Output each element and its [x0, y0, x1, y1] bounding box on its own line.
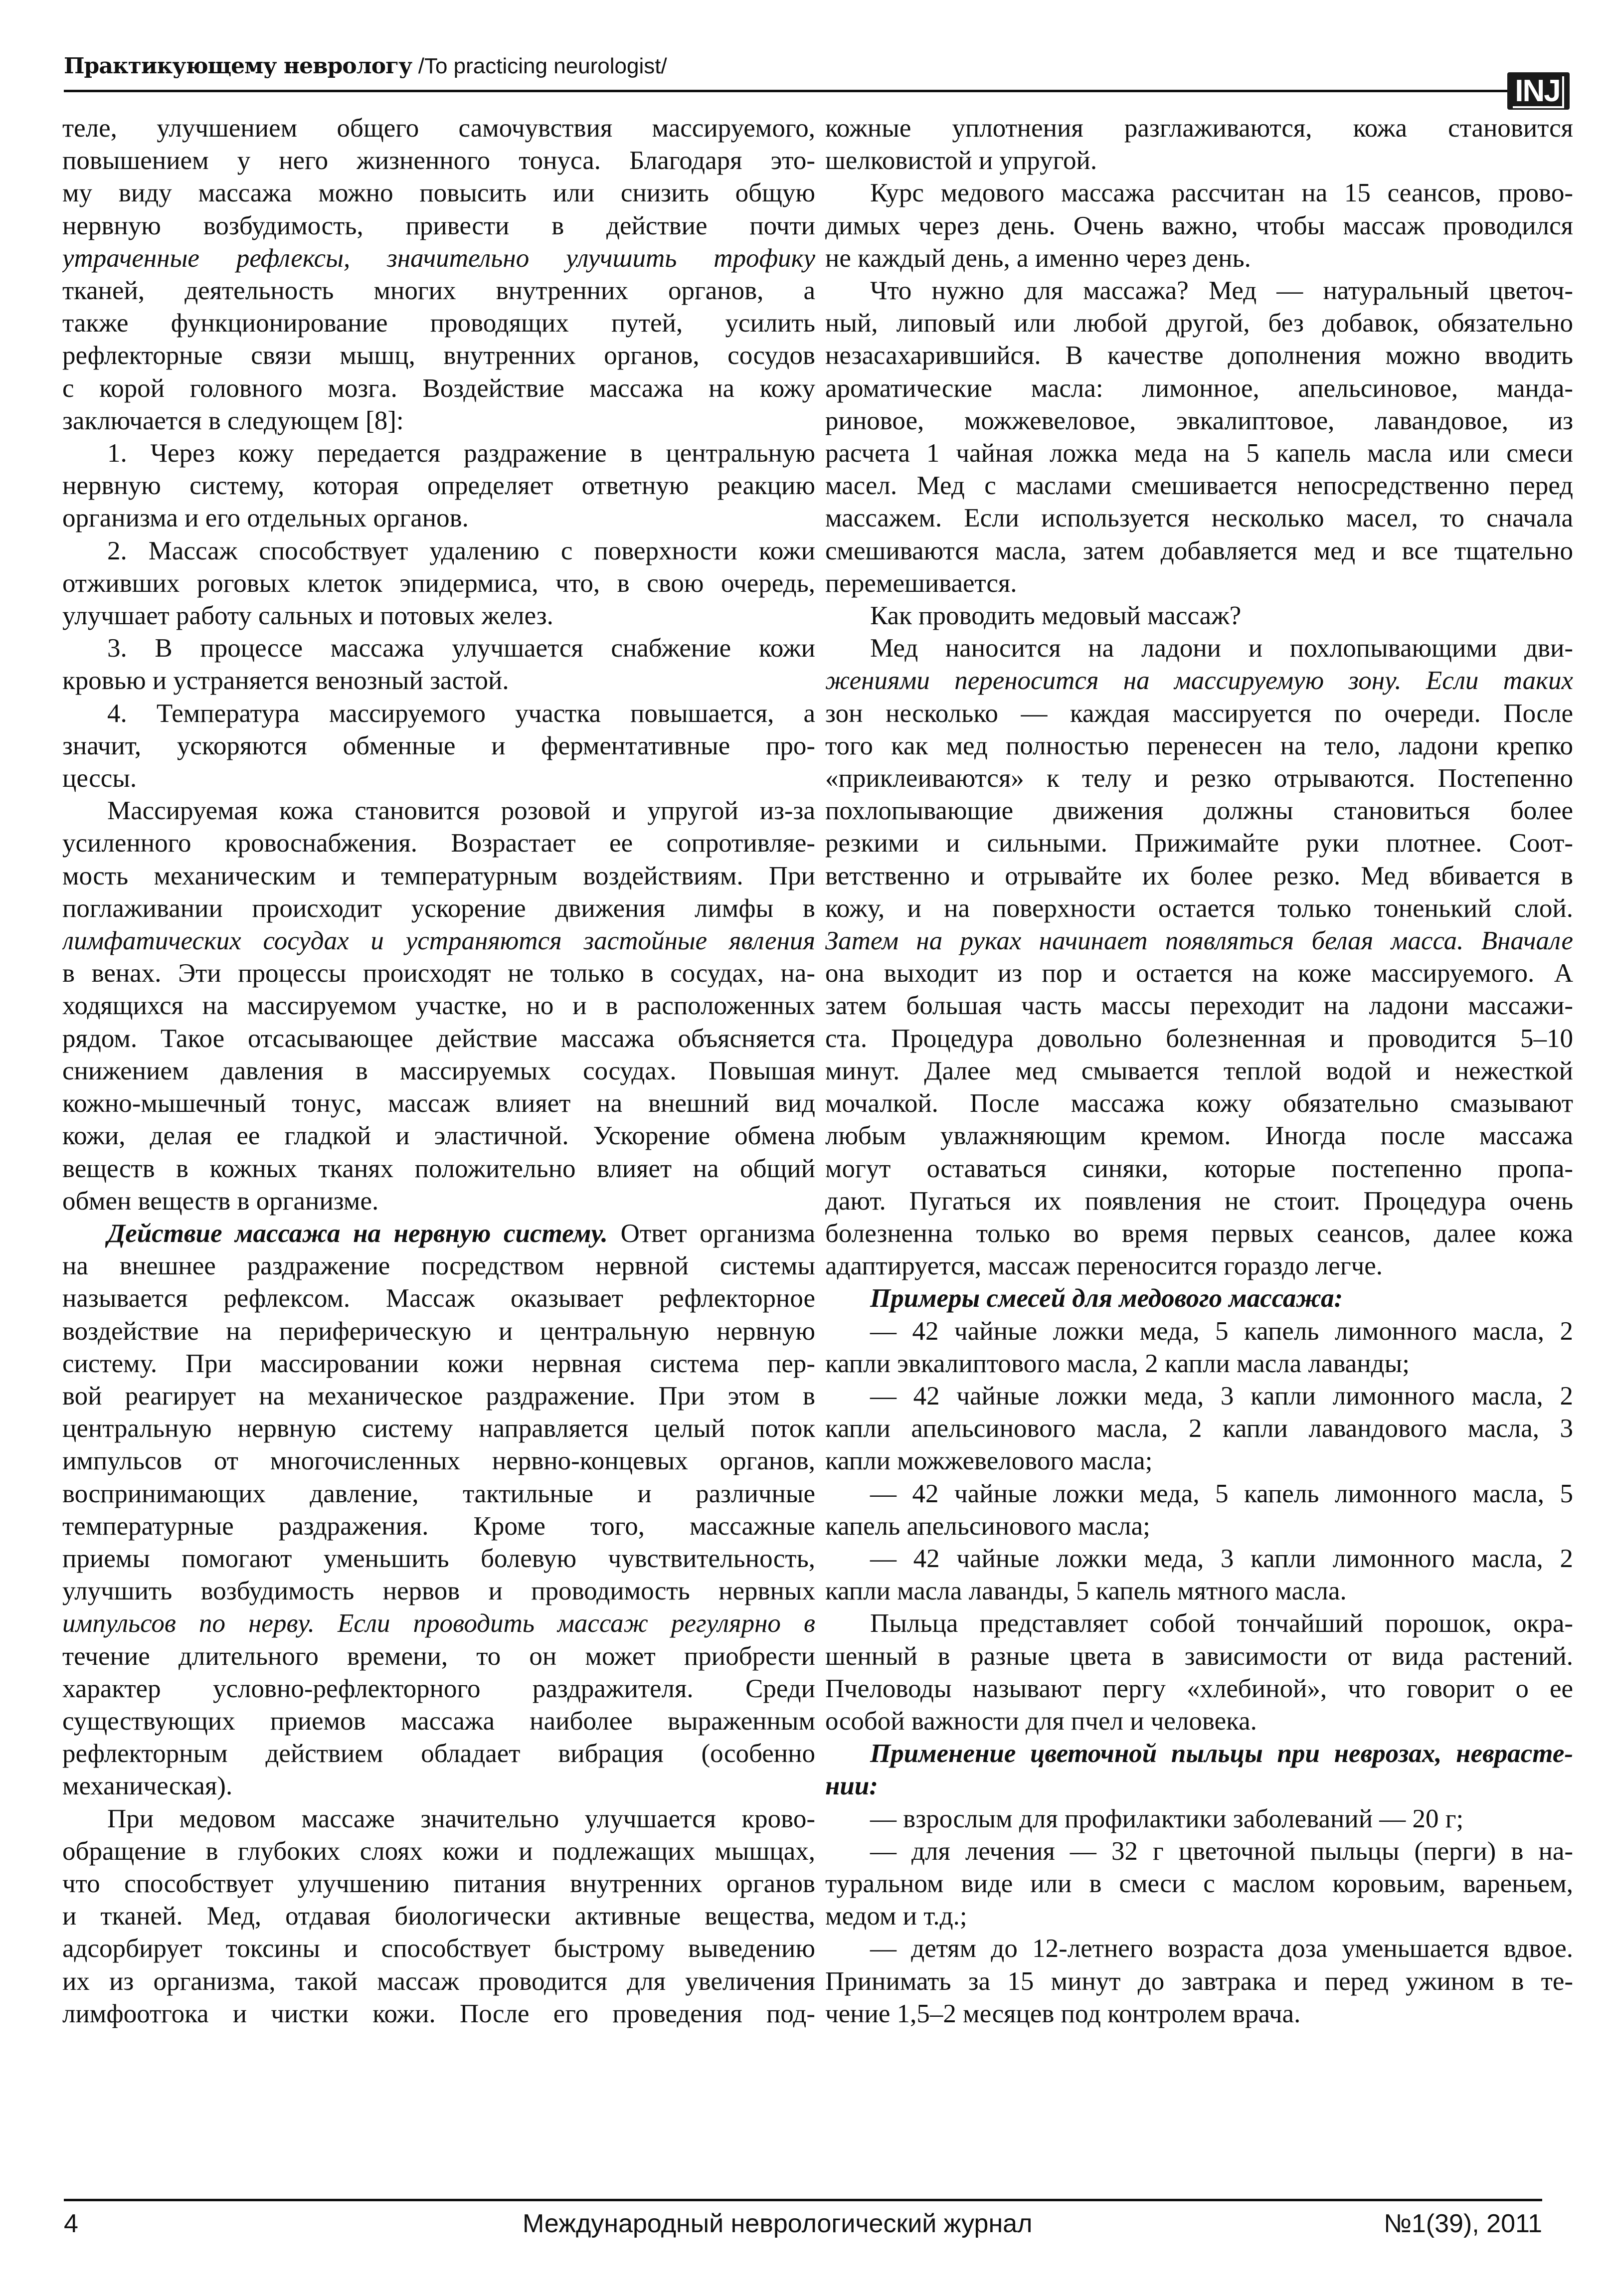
text-line: нервную систему, которая определяет ответную реакцию — [62, 471, 815, 501]
text-line: того как мед полностью перенесен на тело, ладони крепко — [825, 731, 1573, 760]
text-line: капли эвкалиптового масла, 2 капли масла лаванды; — [825, 1349, 1410, 1378]
text-line: ный, липовый или любой другой, без добавок, обязательно — [825, 309, 1573, 338]
text-line: импульсов по нерву. Если проводить массаж регулярно в — [62, 1609, 815, 1638]
text-line: лимфоотгока и чистки кожи. После его проведения под- — [62, 1999, 815, 2028]
text-line: димых через день. Очень важно, чтобы массаж проводился — [825, 211, 1573, 240]
text-line: заключается в следующем [8]: — [62, 406, 404, 435]
text-line: Что нужно для массажа? Мед — натуральный цветоч- — [870, 276, 1573, 306]
list-item: — для лечения — 32 г цветочной пыльцы (перги) в на- — [870, 1836, 1573, 1866]
list-item: 4. Температура массируемого участка повышается, а — [107, 699, 815, 728]
section-heading-pollen-use: Применение цветочной пыльцы при неврозах, неврасте- — [870, 1739, 1573, 1768]
text-line: Массируемая кожа становится розовой и упругой из-за — [107, 796, 815, 826]
text-line: расчета 1 чайная ложка меда на 5 капель масла или смеси — [825, 439, 1573, 468]
text-line: обращение в глубоких слоях кожи и подлежащих мышцах, — [62, 1836, 815, 1866]
text-line: жениями переносится на массируемую зону. Если таких — [825, 666, 1573, 696]
right-column — [825, 112, 1573, 2030]
text-line: рефлекторные связи мышц, внутренних органов, сосудов — [62, 341, 815, 370]
text-line: адсорбирует токсины и способствует быстрому выведению — [62, 1934, 815, 1963]
text-line: кожные уплотнения разглаживаются, кожа становится — [825, 114, 1573, 143]
text-line: организма и его отдельных органов. — [62, 504, 469, 533]
running-footer — [64, 2209, 1542, 2249]
text-line: капель апельсинового масла; — [825, 1511, 1150, 1541]
list-item: — 42 чайные ложки меда, 5 капель лимонного масла, 5 — [870, 1479, 1573, 1508]
list-item: — взрослым для профилактики заболеваний — 20 г; — [870, 1804, 1464, 1833]
text-line: капли апельсинового масла, 2 капли лавандового масла, 3 — [825, 1414, 1573, 1443]
text-line: При медовом массаже значительно улучшается крово- — [107, 1804, 815, 1833]
section-title — [64, 50, 667, 79]
text-line: ароматические масла: лимонное, апельсиновое, манда- — [825, 373, 1573, 403]
text-line: воспринимающих давление, тактильные и различные — [62, 1479, 815, 1508]
list-item: 2. Массаж способствует удалению с поверхности кожи — [107, 536, 815, 565]
journal-logo — [1507, 72, 1570, 110]
text-line: теле, улучшением общего самочувствия массируемого, — [62, 114, 815, 143]
text-line: Мед наносится на ладони и похлопывающими дви- — [870, 634, 1573, 663]
list-item: — 42 чайные ложки меда, 5 капель лимонного масла, 2 — [870, 1316, 1573, 1346]
text-line: утраченные рефлексы, значительно улучшить трофику — [62, 243, 815, 273]
journal-title: Международный неврологический журнал — [523, 2209, 1033, 2238]
issue-number: №1(39), 2011 — [1384, 2209, 1542, 2238]
text-line: риновое, можжевеловое, эвкалиптовое, лавандовое, из — [825, 406, 1573, 435]
text-line: характер условно-рефлекторного раздражителя. Среди — [62, 1674, 815, 1703]
text-line: Пыльца представляет собой тончайший порошок, окра- — [870, 1609, 1573, 1638]
text-line: незасахарившийся. В качестве дополнения можно вводить — [825, 341, 1573, 370]
text-line: массажем. Если используется несколько масел, то сначала — [825, 504, 1573, 533]
left-column — [62, 112, 815, 2030]
text-line: шелковистой и упругой. — [825, 146, 1097, 176]
text-line: значит, ускоряются обменные и ферментативные про- — [62, 731, 815, 760]
text-line: любым увлажняющим кремом. Иногда после массажа — [825, 1121, 1573, 1151]
text-line: снижением давления в массируемых сосудах. Повышая — [62, 1056, 815, 1085]
text-line: Затем на руках начинает появляться белая масса. Вначале — [825, 926, 1573, 956]
text-line — [62, 1218, 815, 1250]
text-line: отживших роговых клеток эпидермиса, что, в свою очередь, — [62, 568, 815, 598]
page-number: 4 — [64, 2209, 78, 2238]
text-line: перемешивается. — [825, 568, 1017, 598]
text-line: воздействие на периферическую и центральную нервную — [62, 1316, 815, 1346]
text-line: усиленного кровоснабжения. Возрастает ее сопротивляе- — [62, 829, 815, 858]
text-line: резкими и сильными. Прижимайте руки плотнее. Соот- — [825, 829, 1573, 858]
text-line: цессы. — [62, 764, 137, 793]
text-line: называется рефлексом. Массаж оказывает рефлекторное — [62, 1284, 815, 1313]
text-line: и тканей. Мед, отдавая биологически активные вещества, — [62, 1902, 815, 1931]
text-line: могут оставаться синяки, которые постепенно пропа- — [825, 1154, 1573, 1183]
text-line: систему. При массировании кожи нервная система пер- — [62, 1349, 815, 1378]
text-line: Пчеловоды называют пергу «хлебиной», что говорит о ее — [825, 1674, 1573, 1703]
text-line: улучшает работу сальных и потовых желез. — [62, 601, 553, 631]
text-line: шенный в разные цвета в зависимости от вида растений. — [825, 1641, 1573, 1671]
text-line: смешиваются масла, затем добавляется мед и все тщательно — [825, 536, 1573, 565]
text-line: чение 1,5–2 месяцев под контролем врача. — [825, 1999, 1301, 2028]
text-line: импульсов от многочисленных нервно-концевых органов, — [62, 1446, 815, 1476]
text-line: кожи, делая ее гладкой и эластичной. Ускорение обмена — [62, 1121, 815, 1151]
text-line: кожно-мышечный тонус, массаж влияет на внешний вид — [62, 1089, 815, 1118]
text-line: лимфатических сосудах и устраняются застойные явления — [62, 926, 815, 956]
list-item: 1. Через кожу передается раздражение в центральную — [107, 439, 815, 468]
text-line: зон несколько — каждая массируется по очереди. После — [825, 699, 1573, 728]
text-line: в венах. Эти процессы происходят не только в сосудах, на- — [62, 959, 815, 988]
text-line: ходящихся на массируемом участке, но и в расположенных — [62, 991, 815, 1021]
text-line: мость механическим и температурным воздействиям. При — [62, 861, 815, 890]
text-line: му виду массажа можно повысить или снизить общую — [62, 178, 815, 208]
text-line: ста. Процедура довольно болезненная и проводится 5–10 — [825, 1024, 1573, 1053]
text-line: туральном виде или в смеси с маслом коровьим, вареньем, — [825, 1869, 1573, 1898]
text-line: масел. Мед с маслами смешивается непосредственно перед — [825, 471, 1573, 501]
list-item: — детям до 12-летнего возраста доза уменьшается вдвое. — [870, 1934, 1573, 1963]
text-line: рядом. Такое отсасывающее действие массажа объясняется — [62, 1024, 815, 1053]
text-line: капли можжевелового масла; — [825, 1446, 1153, 1476]
list-item: — 42 чайные ложки меда, 3 капли лимонного масла, 2 — [870, 1544, 1573, 1573]
text-line: тканей, деятельность многих внутренних органов, а — [62, 276, 815, 306]
text-line: веществ в кожных тканях положительно влияет на общий — [62, 1154, 815, 1183]
section-heading-pollen-use-cont: нии: — [825, 1771, 879, 1801]
text-line: не каждый день, а именно через день. — [825, 243, 1251, 273]
text-line: их из организма, такой массаж проводится для увеличения — [62, 1966, 815, 1996]
text-line: мочалкой. После массажа кожу обязательно смазывают — [825, 1089, 1573, 1118]
text-line: течение длительного времени, то он может приобрести — [62, 1641, 815, 1671]
text-line: на внешнее раздражение посредством нервной системы — [62, 1251, 815, 1281]
text-line: Принимать за 15 минут до завтрака и перед ужином в те- — [825, 1966, 1573, 1996]
text-line: похлопывающие движения должны становиться более — [825, 796, 1573, 826]
text-line: что способствует улучшению питания внутренних органов — [62, 1869, 815, 1898]
text-line: Курс медового массажа рассчитан на 15 сеансов, прово- — [870, 178, 1573, 208]
text-line: существующих приемов массажа наиболее выраженным — [62, 1706, 815, 1736]
text-line: приемы помогают уменьшить болевую чувствительность, — [62, 1544, 815, 1573]
text-line: ветственно и отрывайте их более резко. Мед вбивается в — [825, 861, 1573, 890]
section-heading-nervous-system: Действие массажа на нервную систему. — [107, 1219, 608, 1248]
text-line: медом и т.д.; — [825, 1902, 967, 1931]
text-line: нервную возбудимость, привести в действие почти — [62, 211, 815, 240]
section-heading-honey-mixtures: Примеры смесей для медового массажа: — [870, 1284, 1343, 1313]
text-line: кожу, и на поверхности остается только тоненький слой. — [825, 893, 1573, 923]
list-item: — 42 чайные ложки меда, 3 капли лимонного масла, 2 — [870, 1381, 1573, 1411]
header-divider — [64, 90, 1507, 92]
text-line: затем большая часть массы переходит на ладони массажи- — [825, 991, 1573, 1021]
text-line: рефлекторным действием обладает вибрация (особенно — [62, 1739, 815, 1768]
text-line: кровью и устраняется венозный застой. — [62, 666, 509, 696]
running-header — [64, 47, 1560, 108]
text-line: обмен веществ в организме. — [62, 1186, 379, 1216]
text-line: она выходит из пор и остается на коже массируемого. А — [825, 959, 1573, 988]
list-item: 3. В процессе массажа улучшается снабжение кожи — [107, 634, 815, 663]
text-line: поглаживании происходит ускорение движения лимфы в — [62, 893, 815, 923]
text-line: особой важности для пчел и человека. — [825, 1706, 1257, 1736]
text-line: вой реагирует на механическое раздражение. При этом в — [62, 1381, 815, 1411]
text-line: адаптируется, массаж переносится гораздо легче. — [825, 1251, 1383, 1281]
text-line: температурные раздражения. Кроме того, массажные — [62, 1511, 815, 1541]
text-line: повышением у него жизненного тонуса. Благодаря это- — [62, 146, 815, 176]
footer-divider — [64, 2199, 1542, 2201]
section-title-en: /To practicing neurologist/ — [418, 54, 667, 78]
text-line: минут. Далее мед смывается теплой водой и нежесткой — [825, 1056, 1573, 1085]
text-line: также функционирование проводящих путей, усилить — [62, 309, 815, 338]
logo-text: INJ — [1513, 76, 1564, 108]
section-title-ru: Практикующему неврологу — [64, 53, 412, 79]
text-line: дают. Пугаться их появления не стоит. Процедура очень — [825, 1186, 1573, 1216]
text-line: механическая). — [62, 1771, 233, 1801]
text-line: «приклеиваются» к телу и резко отрываются. Постепенно — [825, 764, 1573, 793]
text-line: Как проводить медовый массаж? — [870, 601, 1242, 631]
text-line: центральную нервную систему направляется целый поток — [62, 1414, 815, 1443]
text-line: с корой головного мозга. Воздействие массажа на кожу — [62, 373, 815, 403]
text-line: улучшить возбудимость нервов и проводимость нервных — [62, 1577, 815, 1606]
text-fragment: Ответ организма — [620, 1219, 815, 1248]
text-line: капли масла лаванды, 5 капель мятного масла. — [825, 1577, 1347, 1606]
text-line: болезненна только во время первых сеансов, далее кожа — [825, 1219, 1573, 1248]
